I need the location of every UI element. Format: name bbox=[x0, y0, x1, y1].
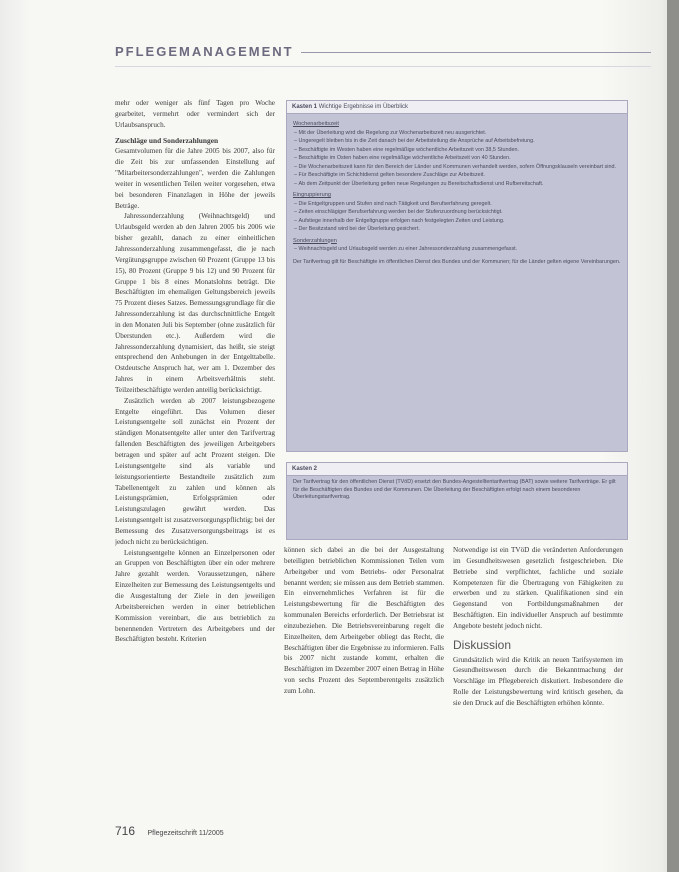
paragraph: Grundsätzlich wird die Kritik an neuen Tarifsystemen im Gesundheitswesen durch die Bekanntmachung der Vorschläge im Pflegebereich diskutiert. Insbesondere die Rolle der Leistungsbewertung wird kritisch gesehen, da sie den Druck auf die Beschäftigten erhöhen könnte. bbox=[453, 655, 623, 707]
box-list-3 bbox=[293, 246, 621, 254]
list-item: – Weihnachtsgeld und Urlaubsgeld werden zu einer Jahressonderzahlung zusammengefasst. bbox=[299, 246, 621, 254]
text-column-middle bbox=[284, 545, 444, 820]
paragraph: Jahressonderzahlung (Weihnachtsgeld) und Urlaubsgeld werden ab den Jahren 2005 bis 2006 wie bisher gezahlt, danach zu einer einheitlichen Jahressonderzahlung zusammengefasst, die je nach Vergütungsgruppe zwischen 60 Prozent (Gruppe 13 bis 15), 80 Prozent (Gruppe 9 bis 12) und 90 Prozent für Gruppe 1 bis 8 eines Monatslohns beträgt. Die Beschäftigten im ehemaligen Geltungsbereich jeweils 75 Prozent dieses Satzes. Bemessungsgrundlage für die Jahressonderzahlung ist das durchschnittliche Entgelt in den Monaten Juli bis September (ohne zusätzlich für Überstunden etc.). Außerdem wird die Jahressonderzahlung dynamisiert, das heißt, sie steigt entsprechend den Anhebungen in der Entgelttabelle. Ostdeutsche Anspruch hat, wer am 1. Dezember des Jahres in einem Arbeitsverhältnis steht. Teilzeitbeschäftigte werden anteilig berücksichtigt. bbox=[115, 212, 275, 394]
paragraph: können sich dabei an die bei der Ausgestaltung beteiligten betrieblichen Kommissionen Teilen vom Arbeitgeber und vom Betriebs- oder Personalrat benannt werden; sie müssen aus dem Betrieb stammen. Ein einvernehmliches Verfahren ist für die Leistungsbewertung für die Beschäftigten des kommunalen Bereichs erforderlich. Der Betriebsrat ist einzubeziehen. Die Betriebsvereinbarung regelt die Einzelheiten, dem Arbeitgeber obliegt das Recht, die Beschäftigten über die Ergebnisse zu informieren. Falls bis 2007 nicht zustande kommt, erhalten die Beschäftigten im Dezember 2007 einen Betrag in Höhe von sechs Prozent des Septemberentgelts zusätzlich zum Lohn. bbox=[284, 546, 444, 695]
info-box-2-title bbox=[287, 463, 627, 476]
header-rule bbox=[301, 52, 651, 53]
list-item: – Ungeregelt bleiben bis in die Zeit danach bei der Arbeitsteilung die Ansprüche auf Arbeitsbefreiung. bbox=[299, 138, 621, 146]
list-item: – Beschäftigte im Westen haben eine regelmäßige wöchentliche Arbeitszeit von 38,5 Stunden. bbox=[299, 147, 621, 155]
paragraph: Zusätzlich werden ab 2007 leistungsbezogene Entgelte eingeführt. Das Volumen dieser Leistungsentgelte soll zunächst ein Prozent der ständigen Monatsentgelte aller unter den Tarifvertrag fallenden Beschäftigten des jeweiligen Arbeitgebers betragen und später auf acht Prozent steigen. Die Leistungsentgelte sind als variable und leistungsorientierte Bestandteile zusätzlich zum Tabellenentgelt zu zahlen und können als Leistungsprämien, Erfolgsprämien oder Leistungszulagen gewährt werden. Das Leistungsentgelt ist zusatzversorgungspflichtig; bei der Bemessung des Zusatzversorgungsbeitrags ist es jedoch nicht zu berücksichtigen. bbox=[115, 396, 275, 546]
info-box-1-title bbox=[287, 101, 627, 114]
list-item: – Die Entgeltgruppen und Stufen sind nach Tätigkeit und Berufserfahrung geregelt. bbox=[299, 201, 621, 209]
list-item: – Aufstiege innerhalb der Entgeltgruppe erfolgen nach festgelegten Zeiten und Leistung. bbox=[299, 218, 621, 226]
header-underline bbox=[115, 66, 651, 67]
box-section-title: Eingruppierung bbox=[293, 192, 331, 198]
page-header bbox=[115, 44, 655, 64]
info-box-2-body: Der Tarifvertrag für den öffentlichen Dienst (TVöD) ersetzt den Bundes-Angestelltentarifvertrag (BAT) sowie weitere Tarifverträge. Er gilt für die Beschäftigten des Bundes und der Kommunen. Die Überleitung der Beschäftigten erfolgt nach einem besonderen Überleitungstarifvertrag. bbox=[293, 479, 616, 500]
box-section-title: Wochenarbeitszeit bbox=[293, 121, 339, 127]
box-label: Kasten 1 bbox=[292, 104, 318, 110]
info-box-1-body bbox=[287, 114, 627, 269]
list-item: – Für Beschäftigte im Schichtdienst gelten besondere Zuschläge zur Arbeitszeit. bbox=[299, 172, 621, 180]
paragraph: Leistungsentgelte können an Einzelpersonen oder an Gruppen von Beschäftigten über ein oder mehrere Jahre gezahlt werden. Voraussetzungen, nähere Einzelheiten zur Bemessung des Leistungsentgelts und die Ausgestaltung der Ziele in den jeweiligen Arbeitsbereichen werden in einer betrieblichen Kommission vereinbart, die aus betrieblich zu benennenden Vertretern des Arbeitgebers und der Beschäftigten besteht. Kriterien bbox=[115, 548, 275, 644]
list-item: – Die Wochenarbeitszeit kann für den Bereich der Länder und Kommunen verhandelt werden, sofern Öffnungsklauseln vereinbart sind. bbox=[299, 164, 621, 172]
list-item: – Zeiten einschlägiger Berufserfahrung werden bei der Stufenzuordnung berücksichtigt. bbox=[299, 209, 621, 217]
text-column-right bbox=[453, 545, 623, 820]
journal-citation: Pflegezeitschrift 11/2005 bbox=[147, 830, 224, 837]
scan-edge bbox=[667, 0, 679, 872]
subheading-zuschlaege: Zuschläge und Sonderzahlungen bbox=[115, 135, 219, 145]
list-item: – Ab dem Zeitpunkt der Überleitung gelten neue Regelungen zu Bereitschaftsdienst und Rufbereitschaft. bbox=[299, 181, 621, 189]
page-footer bbox=[115, 822, 224, 840]
list-item: – Mit der Überleitung wird die Regelung zur Wochenarbeitszeit neu ausgerichtet. bbox=[299, 130, 621, 138]
info-box-2 bbox=[286, 462, 628, 540]
paragraph: mehr oder weniger als fünf Tagen pro Woche gearbeitet, vermehrt oder vermindert sich der Urlaubsanspruch. bbox=[115, 99, 275, 129]
box-caption: Wichtige Ergebnisse im Überblick bbox=[318, 104, 409, 110]
box-list-1 bbox=[293, 130, 621, 189]
paragraph: Gesamtvolumen für die Jahre 2005 bis 2007, also für die Zeit bis zur umfassenden Einstellung auf "Mitarbeitersonderzahlungen", werden die Zahlungen weiter in wesentlichen Teilen weiter vorgesehen, etwa bei besonderen Finanzlagen in Höhe der jeweils Beträge. bbox=[115, 147, 275, 210]
box-list-2 bbox=[293, 201, 621, 234]
info-box-1 bbox=[286, 100, 628, 452]
box-section-title: Sonderzahlungen bbox=[293, 237, 337, 244]
box-footnote: Der Tarifvertrag gilt für Beschäftigte im öffentlichen Dienst des Bundes und der Kommunen; für die Länder gelten eigene Vereinbarungen. bbox=[293, 258, 621, 265]
paragraph: Notwendige ist ein TVöD die veränderten Anforderungen im Gesundheitswesen gesetzlich festgeschrieben. Die Betriebe sind verpflichtet, fachliche und soziale Kompetenzen für die Übertragung von Fähigkeiten zu erwerben und zu stärken. Qualifikationen sind ein Gegenstand von Fortbildungsmaßnahmen der Beschäftigten. Ein individueller Anspruch auf bestimmte Angebote besteht jedoch nicht. bbox=[453, 546, 623, 630]
section-title: PFLEGEMANAGEMENT bbox=[115, 44, 294, 59]
text-column-left bbox=[115, 98, 275, 818]
list-item: – Beschäftigte im Osten haben eine regelmäßige wöchentliche Arbeitszeit von 40 Stunden. bbox=[299, 155, 621, 163]
list-item: – Der Besitzstand wird bei der Überleitung gesichert. bbox=[299, 226, 621, 234]
page-number: 716 bbox=[115, 824, 136, 838]
box-label: Kasten 2 bbox=[292, 466, 318, 472]
heading-diskussion: Diskussion bbox=[453, 637, 512, 652]
